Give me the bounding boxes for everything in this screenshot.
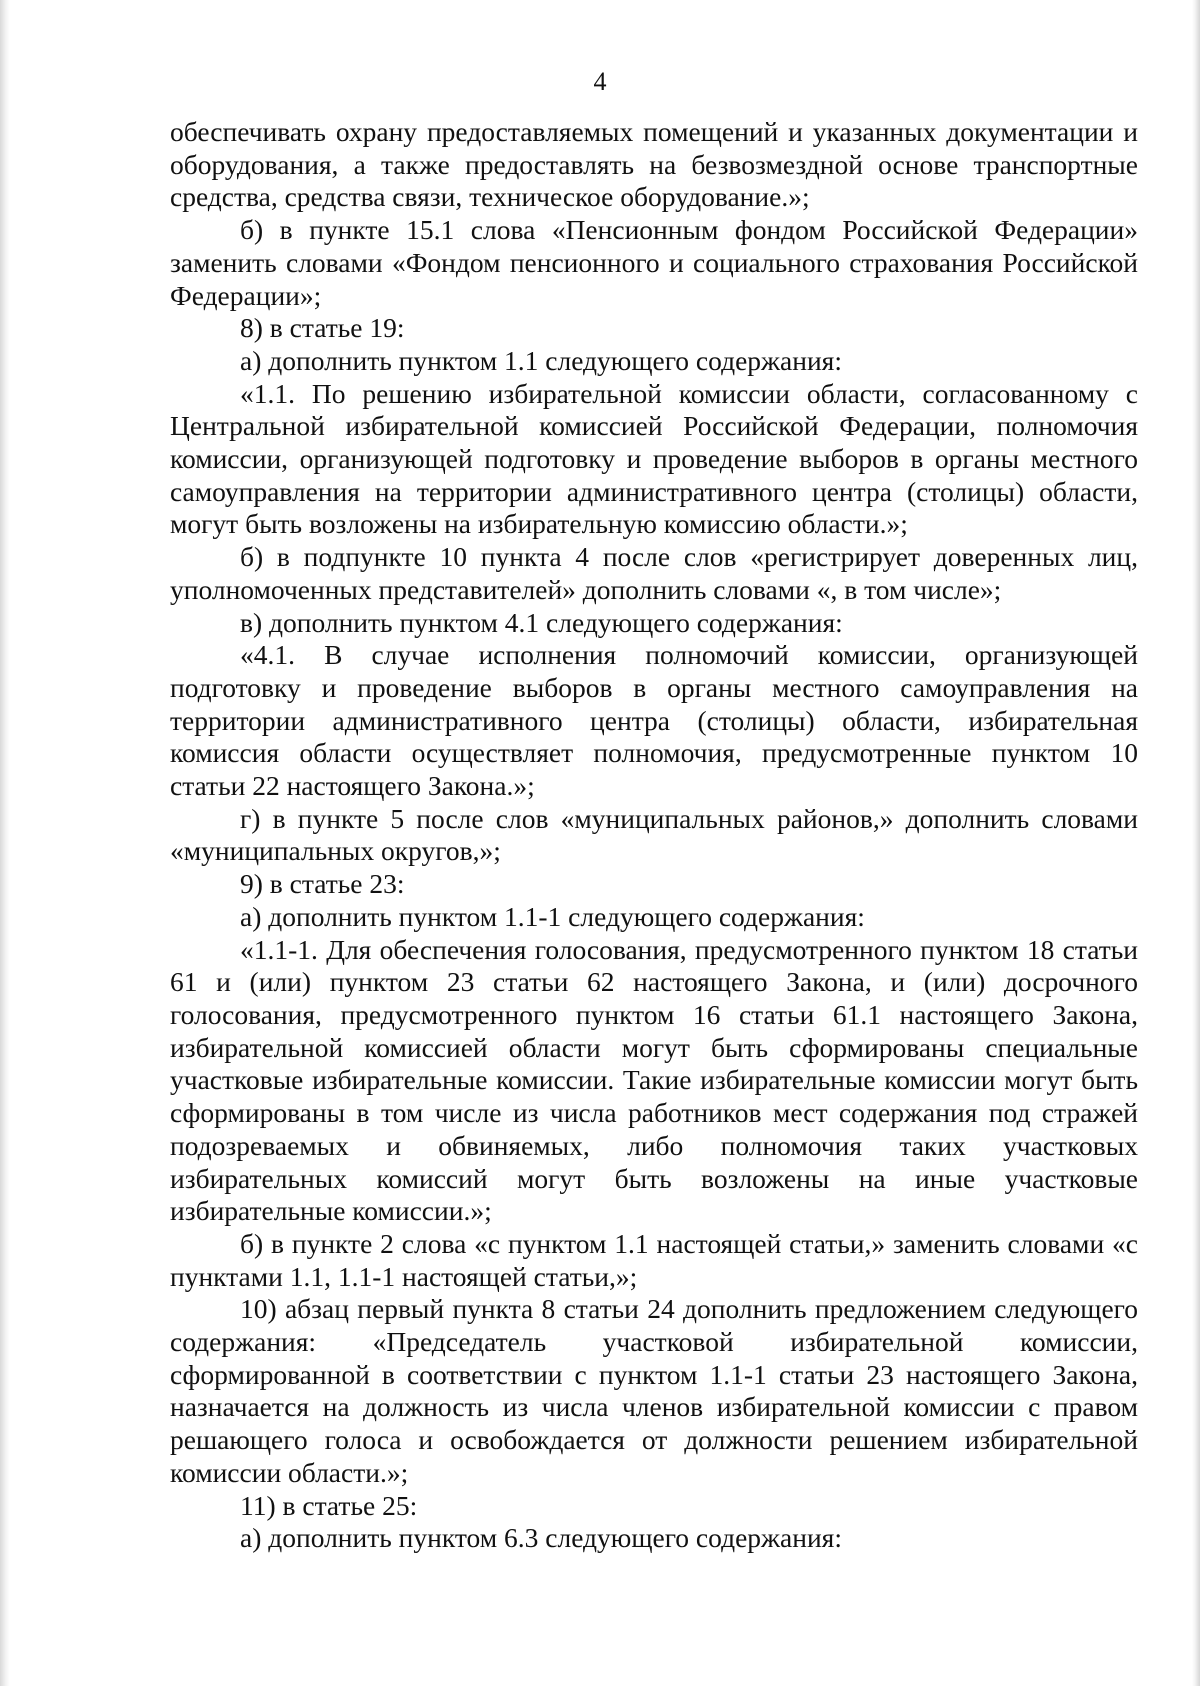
paragraph-4: а) дополнить пунктом 1.1 следующего содержания: xyxy=(240,344,842,376)
paragraph-1: обеспечивать охрану предоставляемых помещений и указанных документации и оборудования, а также предоставлять на безвозмездной основе транспортные средства, средства связи, техническое оборудование.»; xyxy=(170,116,1138,213)
paragraph-16: а) дополнить пунктом 6.3 следующего содержания: xyxy=(240,1522,842,1554)
scan-edge-left xyxy=(0,0,10,1686)
paragraph-6: б) в подпункте 10 пункта 4 после слов «регистрирует доверенных лиц, уполномоченных представителей» дополнить словами «, в том числе»; xyxy=(170,541,1138,605)
paragraph-13: б) в пункте 2 слова «с пунктом 1.1 настоящей статьи,» заменить словами «с пунктами 1.1, 1.1-1 настоящей статьи,»; xyxy=(170,1227,1138,1292)
paragraph-11: а) дополнить пунктом 1.1-1 следующего содержания: xyxy=(240,900,865,932)
document-body xyxy=(170,116,1138,1555)
scan-edge-right xyxy=(1192,0,1200,1686)
paragraph-5: «1.1. По решению избирательной комиссии области, согласованному с Центральной избирательной комиссией Российской Федерации, полномочия комиссии, организующей подготовку и проведение выборов в органы местного самоуправления на территории административного центра (столицы) области, могут быть возложены на избирательную комиссию области.»; xyxy=(170,377,1138,540)
page-number: 4 xyxy=(593,67,607,96)
paragraph-9: г) в пункте 5 после слов «муниципальных районов,» дополнить словами «муниципальных округов,»; xyxy=(170,802,1138,867)
paragraph-15: 11) в статье 25: xyxy=(240,1489,418,1521)
paragraph-8: «4.1. В случае исполнения полномочий комиссии, организующей подготовку и проведение выборов в органы местного самоуправления на территории административного центра (столицы) области, избирательная комиссия области осуществляет полномочия, предусмотренные пунктом 10 статьи 22 настоящего Закона.»; xyxy=(170,639,1138,802)
paragraph-14: 10) абзац первый пункта 8 статьи 24 дополнить предложением следующего содержания: «Председатель участковой избирательной комиссии, сформированной в соответствии с пунктом 1.1-1 статьи 23 настоящего Закона, назначается на должность из числа членов избирательной комиссии с правом решающего голоса и освобождается от должности решением избирательной комиссии области.»; xyxy=(170,1293,1138,1488)
paragraph-3: 8) в статье 19: xyxy=(240,312,405,344)
paragraph-10: 9) в статье 23: xyxy=(240,868,405,900)
paragraph-12: «1.1-1. Для обеспечения голосования, предусмотренного пунктом 18 статьи 61 и (или) пунктом 23 статьи 62 настоящего Закона, и (или) досрочного голосования, предусмотренного пунктом 16 статьи 61.1 настоящего Закона, избирательной комиссией области могут быть сформированы специальные участковые избирательные комиссии. Такие избирательные комиссии могут быть сформированы в том числе из числа работников мест содержания под стражей подозреваемых и обвиняемых, либо полномочия таких участковых избирательных комиссий могут быть возложены на иные участковые избирательные комиссии.»; xyxy=(170,933,1138,1227)
paragraph-2: б) в пункте 15.1 слова «Пенсионным фондом Российской Федерации» заменить словами «Фондом пенсионного и социального страхования Российской Федерации»; xyxy=(170,214,1138,311)
paragraph-7: в) дополнить пунктом 4.1 следующего содержания: xyxy=(240,606,843,638)
